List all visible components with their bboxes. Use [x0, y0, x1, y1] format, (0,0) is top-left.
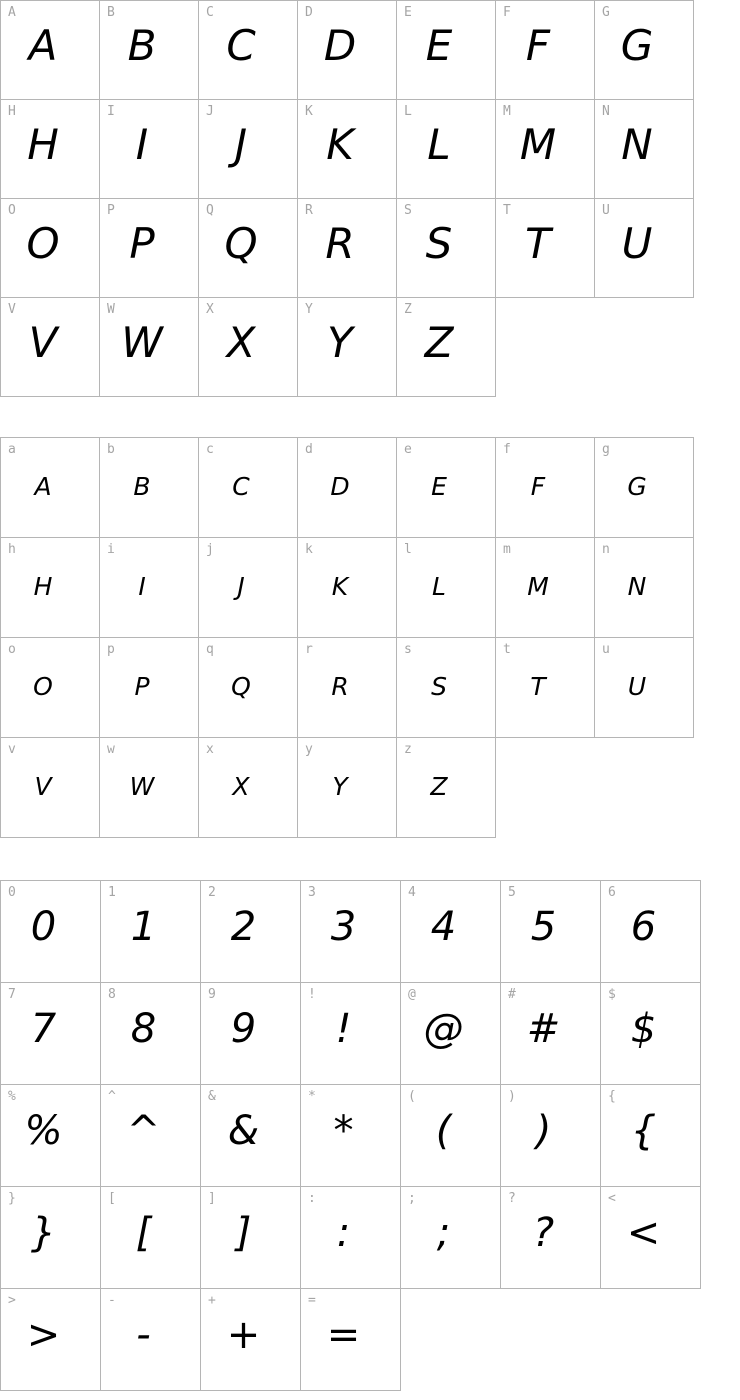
glyph-code-label: b: [107, 442, 115, 457]
glyph-preview: A: [28, 20, 58, 70]
glyph-cell: [99, 297, 199, 397]
glyph-cell: [0, 0, 100, 100]
glyph-cell: [400, 982, 501, 1085]
glyph-preview: $: [630, 1005, 657, 1052]
glyph-preview: O: [33, 672, 53, 701]
glyph-cell: [198, 0, 298, 100]
glyph-code-label: @: [408, 987, 416, 1002]
glyph-cell: [99, 0, 199, 100]
glyph-preview: R: [325, 218, 355, 268]
glyph-code-label: 4: [408, 885, 416, 900]
glyph-cell: [100, 982, 201, 1085]
glyph-cell: [99, 737, 199, 838]
glyph-cell: [396, 297, 496, 397]
glyph-preview: +: [226, 1311, 261, 1358]
glyph-preview: Z: [430, 772, 448, 801]
glyph-cell: [198, 537, 298, 638]
glyph-cell: [0, 880, 101, 983]
glyph-cell: [400, 880, 501, 983]
glyph-cell: [297, 297, 397, 397]
glyph-code-label: P: [107, 203, 115, 218]
glyph-preview: G: [620, 20, 654, 70]
glyph-cell: [100, 880, 201, 983]
glyph-code-label: =: [308, 1293, 316, 1308]
glyph-cell: [100, 1288, 201, 1391]
glyph-cell: [0, 99, 100, 199]
glyph-code-label: t: [503, 642, 511, 657]
glyph-preview: E: [425, 20, 453, 70]
charmap-row: [0, 1084, 701, 1187]
glyph-code-label: Q: [206, 203, 214, 218]
glyph-preview: D: [330, 472, 350, 501]
glyph-preview: [: [135, 1209, 152, 1256]
glyph-code-label: {: [608, 1089, 616, 1104]
glyph-code-label: [: [108, 1191, 116, 1206]
glyph-cell: [500, 880, 601, 983]
glyph-code-label: K: [305, 104, 313, 119]
glyph-preview: 5: [530, 903, 557, 950]
glyph-cell: [600, 1186, 701, 1289]
glyph-cell: [495, 99, 595, 199]
glyph-cell: [600, 880, 701, 983]
glyph-code-label: u: [602, 642, 610, 657]
glyph-cell: [100, 1084, 201, 1187]
glyph-cell: [400, 1084, 501, 1187]
glyph-cell: [396, 198, 496, 298]
glyph-code-label: F: [503, 5, 511, 20]
glyph-code-label: p: [107, 642, 115, 657]
glyph-preview: &: [227, 1107, 260, 1154]
glyph-code-label: v: [8, 742, 16, 757]
glyph-cell: [297, 637, 397, 738]
charmap-row: [0, 99, 694, 199]
glyph-cell: [495, 437, 595, 538]
glyph-preview: N: [621, 119, 653, 169]
glyph-preview: ?: [532, 1209, 555, 1256]
glyph-cell: [594, 0, 694, 100]
glyph-preview: X: [226, 317, 256, 367]
glyph-cell: [297, 198, 397, 298]
glyph-cell: [297, 99, 397, 199]
glyph-cell: [594, 99, 694, 199]
glyph-preview: K: [326, 119, 354, 169]
glyph-preview: F: [530, 472, 546, 501]
glyph-preview: {: [630, 1107, 657, 1154]
glyph-preview: !: [335, 1005, 352, 1052]
glyph-preview: B: [133, 472, 151, 501]
glyph-preview: A: [34, 472, 52, 501]
glyph-code-label: G: [602, 5, 610, 20]
glyph-code-label: 7: [8, 987, 16, 1002]
glyph-cell: [99, 437, 199, 538]
glyph-code-label: ): [508, 1089, 516, 1104]
glyph-code-label: :: [308, 1191, 316, 1206]
glyph-preview: %: [24, 1107, 63, 1154]
glyph-preview: C: [226, 20, 256, 70]
glyph-preview: 9: [230, 1005, 257, 1052]
glyph-code-label: j: [206, 542, 214, 557]
glyph-cell: [0, 1288, 101, 1391]
glyph-code-label: q: [206, 642, 214, 657]
glyph-code-label: E: [404, 5, 412, 20]
glyph-cell: [99, 637, 199, 738]
glyph-cell: [495, 0, 595, 100]
glyph-cell: [200, 1084, 301, 1187]
glyph-preview: V: [28, 317, 58, 367]
glyph-preview: 2: [230, 903, 257, 950]
glyph-code-label: k: [305, 542, 313, 557]
glyph-preview: =: [326, 1311, 361, 1358]
charmap-row: [0, 737, 694, 838]
charmap-row: [0, 0, 694, 100]
glyph-cell: [200, 1288, 301, 1391]
glyph-preview: O: [26, 218, 60, 268]
glyph-code-label: !: [308, 987, 316, 1002]
glyph-code-label: H: [8, 104, 16, 119]
glyph-preview: (: [435, 1107, 452, 1154]
glyph-cell: [200, 880, 301, 983]
charmap-row: [0, 537, 694, 638]
glyph-cell: [0, 198, 100, 298]
glyph-cell: [396, 537, 496, 638]
glyph-code-label: 2: [208, 885, 216, 900]
glyph-cell: [594, 198, 694, 298]
glyph-preview: X: [232, 772, 250, 801]
glyph-preview: R: [331, 672, 349, 701]
glyph-preview: ): [535, 1107, 552, 1154]
glyph-cell: [198, 637, 298, 738]
glyph-cell: [0, 637, 100, 738]
glyph-code-label: *: [308, 1089, 316, 1104]
glyph-cell: [500, 1084, 601, 1187]
glyph-code-label: #: [508, 987, 516, 1002]
glyph-preview: 3: [330, 903, 357, 950]
glyph-code-label: 1: [108, 885, 116, 900]
glyph-code-label: ^: [108, 1089, 116, 1104]
charmap-row: [0, 880, 701, 983]
glyph-preview: 8: [130, 1005, 157, 1052]
glyph-cell: [198, 99, 298, 199]
lowercase-charmap: [0, 437, 694, 838]
glyph-preview: Y: [327, 317, 353, 367]
glyph-cell: [297, 737, 397, 838]
glyph-code-label: n: [602, 542, 610, 557]
glyph-preview: K: [331, 572, 349, 601]
glyph-code-label: (: [408, 1089, 416, 1104]
glyph-code-label: e: [404, 442, 412, 457]
glyph-cell: [396, 637, 496, 738]
glyph-code-label: g: [602, 442, 610, 457]
glyph-preview: *: [333, 1107, 354, 1154]
glyph-cell: [495, 537, 595, 638]
glyph-code-label: D: [305, 5, 313, 20]
glyph-code-label: 5: [508, 885, 516, 900]
glyph-cell: [594, 637, 694, 738]
glyph-code-label: Y: [305, 302, 313, 317]
glyph-cell: [0, 737, 100, 838]
glyph-cell: [300, 1288, 401, 1391]
glyph-cell: [600, 982, 701, 1085]
glyph-preview: H: [33, 572, 53, 601]
glyph-code-label: f: [503, 442, 511, 457]
glyph-preview: }: [30, 1209, 57, 1256]
glyph-code-label: R: [305, 203, 313, 218]
glyph-code-label: C: [206, 5, 214, 20]
glyph-preview: V: [34, 772, 52, 801]
glyph-preview: H: [27, 119, 59, 169]
glyph-code-label: l: [404, 542, 412, 557]
glyph-preview: Z: [424, 317, 454, 367]
glyph-cell: [500, 982, 601, 1085]
glyph-preview: E: [431, 472, 447, 501]
glyph-cell: [396, 99, 496, 199]
glyph-preview: F: [525, 20, 551, 70]
glyph-cell: [396, 0, 496, 100]
glyph-cell: [297, 0, 397, 100]
glyph-cell: [297, 537, 397, 638]
glyph-code-label: h: [8, 542, 16, 557]
glyph-cell: [396, 737, 496, 838]
glyph-preview: 1: [130, 903, 157, 950]
glyph-code-label: N: [602, 104, 610, 119]
glyph-code-label: T: [503, 203, 511, 218]
glyph-code-label: A: [8, 5, 16, 20]
glyph-cell: [300, 982, 401, 1085]
glyph-preview: B: [127, 20, 157, 70]
glyph-code-label: +: [208, 1293, 216, 1308]
glyph-preview: <: [626, 1209, 661, 1256]
glyph-code-label: $: [608, 987, 616, 1002]
glyph-code-label: y: [305, 742, 313, 757]
glyph-cell: [100, 1186, 201, 1289]
glyph-code-label: ?: [508, 1191, 516, 1206]
glyph-code-label: J: [206, 104, 214, 119]
glyph-preview: J: [237, 572, 245, 601]
glyph-cell: [500, 1186, 601, 1289]
glyph-cell: [495, 198, 595, 298]
glyph-code-label: z: [404, 742, 412, 757]
glyph-preview: L: [427, 119, 451, 169]
glyph-preview: C: [232, 472, 250, 501]
glyph-cell: [198, 737, 298, 838]
glyph-code-label: 8: [108, 987, 116, 1002]
glyph-preview: I: [135, 119, 149, 169]
glyph-preview: M: [527, 572, 549, 601]
glyph-preview: ^: [126, 1107, 161, 1154]
glyph-cell: [99, 99, 199, 199]
glyph-preview: 7: [30, 1005, 57, 1052]
glyph-code-label: B: [107, 5, 115, 20]
glyph-preview: Q: [231, 672, 251, 701]
glyph-code-label: m: [503, 542, 511, 557]
glyph-preview: :: [336, 1209, 351, 1256]
glyph-cell: [198, 297, 298, 397]
glyph-code-label: Z: [404, 302, 412, 317]
glyph-code-label: r: [305, 642, 313, 657]
glyph-preview: ]: [235, 1209, 252, 1256]
glyph-cell: [0, 982, 101, 1085]
symbols-charmap: [0, 880, 701, 1391]
glyph-preview: S: [425, 218, 453, 268]
charmap-row: [0, 1186, 701, 1289]
glyph-preview: T: [530, 672, 546, 701]
glyph-preview: P: [134, 672, 150, 701]
glyph-code-label: d: [305, 442, 313, 457]
charmap-row: [0, 437, 694, 538]
glyph-code-label: O: [8, 203, 16, 218]
glyph-cell: [297, 437, 397, 538]
glyph-preview: N: [627, 572, 647, 601]
glyph-preview: P: [129, 218, 155, 268]
glyph-preview: #: [526, 1005, 561, 1052]
glyph-code-label: &: [208, 1089, 216, 1104]
glyph-code-label: ;: [408, 1191, 416, 1206]
glyph-code-label: M: [503, 104, 511, 119]
glyph-cell: [200, 1186, 301, 1289]
glyph-cell: [400, 1186, 501, 1289]
glyph-preview: Q: [224, 218, 258, 268]
glyph-cell: [0, 1084, 101, 1187]
glyph-cell: [594, 537, 694, 638]
glyph-preview: U: [621, 218, 653, 268]
glyph-preview: D: [323, 20, 357, 70]
glyph-preview: -: [136, 1311, 151, 1358]
glyph-code-label: ]: [208, 1191, 216, 1206]
glyph-cell: [300, 1186, 401, 1289]
glyph-cell: [0, 537, 100, 638]
glyph-code-label: w: [107, 742, 115, 757]
glyph-cell: [200, 982, 301, 1085]
glyph-preview: @: [423, 1005, 464, 1052]
charmap-row: [0, 297, 694, 397]
glyph-cell: [300, 880, 401, 983]
glyph-preview: I: [138, 572, 146, 601]
glyph-cell: [198, 198, 298, 298]
glyph-code-label: S: [404, 203, 412, 218]
glyph-code-label: <: [608, 1191, 616, 1206]
glyph-preview: ;: [436, 1209, 451, 1256]
glyph-code-label: i: [107, 542, 115, 557]
glyph-cell: [495, 637, 595, 738]
glyph-cell: [0, 437, 100, 538]
glyph-code-label: 6: [608, 885, 616, 900]
charmap-row: [0, 982, 701, 1085]
glyph-preview: U: [627, 672, 647, 701]
glyph-preview: Y: [332, 772, 348, 801]
glyph-code-label: }: [8, 1191, 16, 1206]
glyph-code-label: L: [404, 104, 412, 119]
glyph-preview: W: [129, 772, 155, 801]
glyph-preview: 4: [430, 903, 457, 950]
glyph-code-label: c: [206, 442, 214, 457]
glyph-preview: S: [431, 672, 447, 701]
glyph-preview: T: [525, 218, 551, 268]
glyph-code-label: a: [8, 442, 16, 457]
glyph-preview: G: [627, 472, 647, 501]
glyph-code-label: X: [206, 302, 214, 317]
glyph-code-label: 0: [8, 885, 16, 900]
glyph-preview: 0: [30, 903, 57, 950]
glyph-preview: W: [121, 317, 163, 367]
glyph-code-label: o: [8, 642, 16, 657]
charmap-row: [0, 198, 694, 298]
glyph-preview: 6: [630, 903, 657, 950]
glyph-code-label: -: [108, 1293, 116, 1308]
glyph-code-label: x: [206, 742, 214, 757]
glyph-code-label: W: [107, 302, 115, 317]
charmap-row: [0, 1288, 701, 1391]
glyph-code-label: 3: [308, 885, 316, 900]
glyph-code-label: >: [8, 1293, 16, 1308]
glyph-cell: [0, 1186, 101, 1289]
glyph-cell: [99, 537, 199, 638]
glyph-code-label: %: [8, 1089, 16, 1104]
glyph-cell: [198, 437, 298, 538]
glyph-code-label: V: [8, 302, 16, 317]
glyph-preview: J: [234, 119, 248, 169]
glyph-cell: [396, 437, 496, 538]
glyph-preview: L: [432, 572, 446, 601]
glyph-cell: [594, 437, 694, 538]
glyph-code-label: U: [602, 203, 610, 218]
glyph-cell: [600, 1084, 701, 1187]
glyph-preview: >: [26, 1311, 61, 1358]
glyph-cell: [300, 1084, 401, 1187]
glyph-cell: [99, 198, 199, 298]
uppercase-charmap: [0, 0, 694, 397]
charmap-row: [0, 637, 694, 738]
glyph-preview: M: [519, 119, 557, 169]
glyph-cell: [0, 297, 100, 397]
glyph-code-label: s: [404, 642, 412, 657]
glyph-code-label: 9: [208, 987, 216, 1002]
glyph-code-label: I: [107, 104, 115, 119]
